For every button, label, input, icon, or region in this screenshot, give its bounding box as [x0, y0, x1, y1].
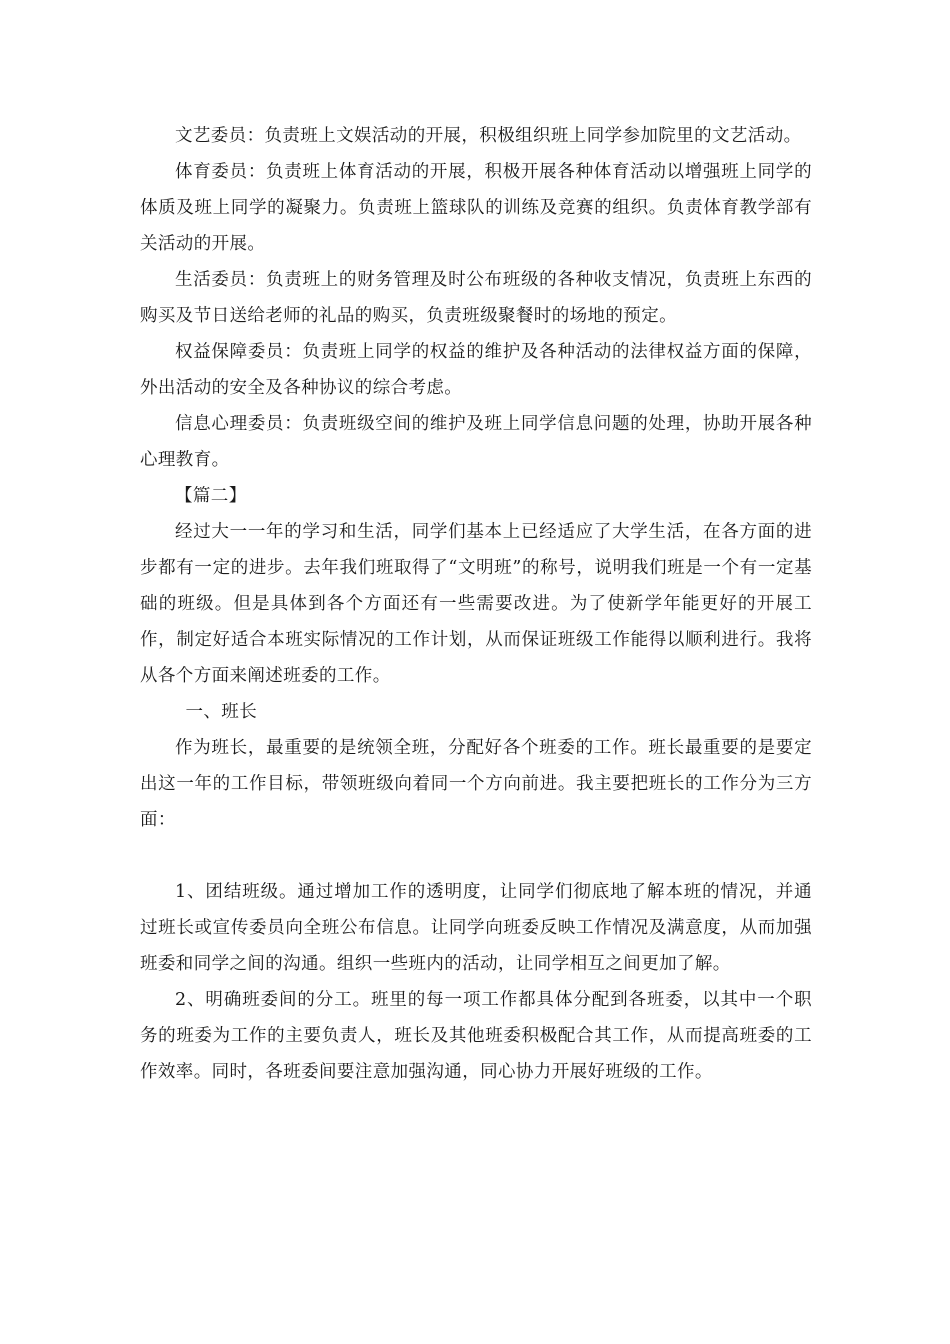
document-body — [140, 118, 812, 1090]
list-item-2: 2、明确班委间的分工。班里的每一项工作都具体分配到各班委，以其中一个职务的班委为工作的主要负责人，班长及其他班委积极配合其工作，从而提高班委的工作效率。同时，各班委间要注意加强沟通，同心协力开展好班级的工作。 — [140, 990, 812, 1082]
paragraph-life-committee: 生活委员：负责班上的财务管理及时公布班级的各种收支情况，负责班上东西的购买及节日送给老师的礼品的购买，负责班级聚餐时的场地的预定。 — [140, 270, 812, 326]
paragraph-rights-committee: 权益保障委员：负责班上同学的权益的维护及各种活动的法律权益方面的保障，外出活动的安全及各种协议的综合考虑。 — [140, 342, 812, 398]
paragraph-info-psych-committee: 信息心理委员：负责班级空间的维护及班上同学信息问题的处理，协助开展各种心理教育。 — [140, 414, 812, 470]
subsection-title: 一、班长 — [185, 702, 258, 722]
paragraph-arts-committee: 文艺委员：负责班上文娱活动的开展，积极组织班上同学参加院里的文艺活动。 — [175, 126, 802, 146]
list-item-1: 1、团结班级。通过增加工作的透明度，让同学们彻底地了解本班的情况，并通过班长或宣传委员向全班公布信息。让同学向班委反映工作情况及满意度，从而加强班委和同学之间的沟通。组织一些班内的活动，让同学相互之间更加了解。 — [140, 882, 812, 974]
section-heading: 【篇二】 — [175, 486, 247, 506]
blank-line — [140, 838, 812, 874]
intro-paragraph: 经过大一一年的学习和生活，同学们基本上已经适应了大学生活，在各方面的进步都有一定的进步。去年我们班取得了“文明班”的称号，说明我们班是一个有一定基础的班级。但是具体到各个方面还有一些需要改进。为了使新学年能更好的开展工作，制定好适合本班实际情况的工作计划，从而保证班级工作能得以顺利进行。我将从各个方面来阐述班委的工作。 — [140, 522, 812, 686]
paragraph-sports-committee: 体育委员：负责班上体育活动的开展，积极开展各种体育活动以增强班上同学的体质及班上同学的凝聚力。负责班上篮球队的训练及竞赛的组织。负责体育教学部有关活动的开展。 — [140, 162, 812, 254]
monitor-paragraph: 作为班长，最重要的是统领全班，分配好各个班委的工作。班长最重要的是要定出这一年的工作目标，带领班级向着同一个方向前进。我主要把班长的工作分为三方面： — [140, 738, 812, 830]
